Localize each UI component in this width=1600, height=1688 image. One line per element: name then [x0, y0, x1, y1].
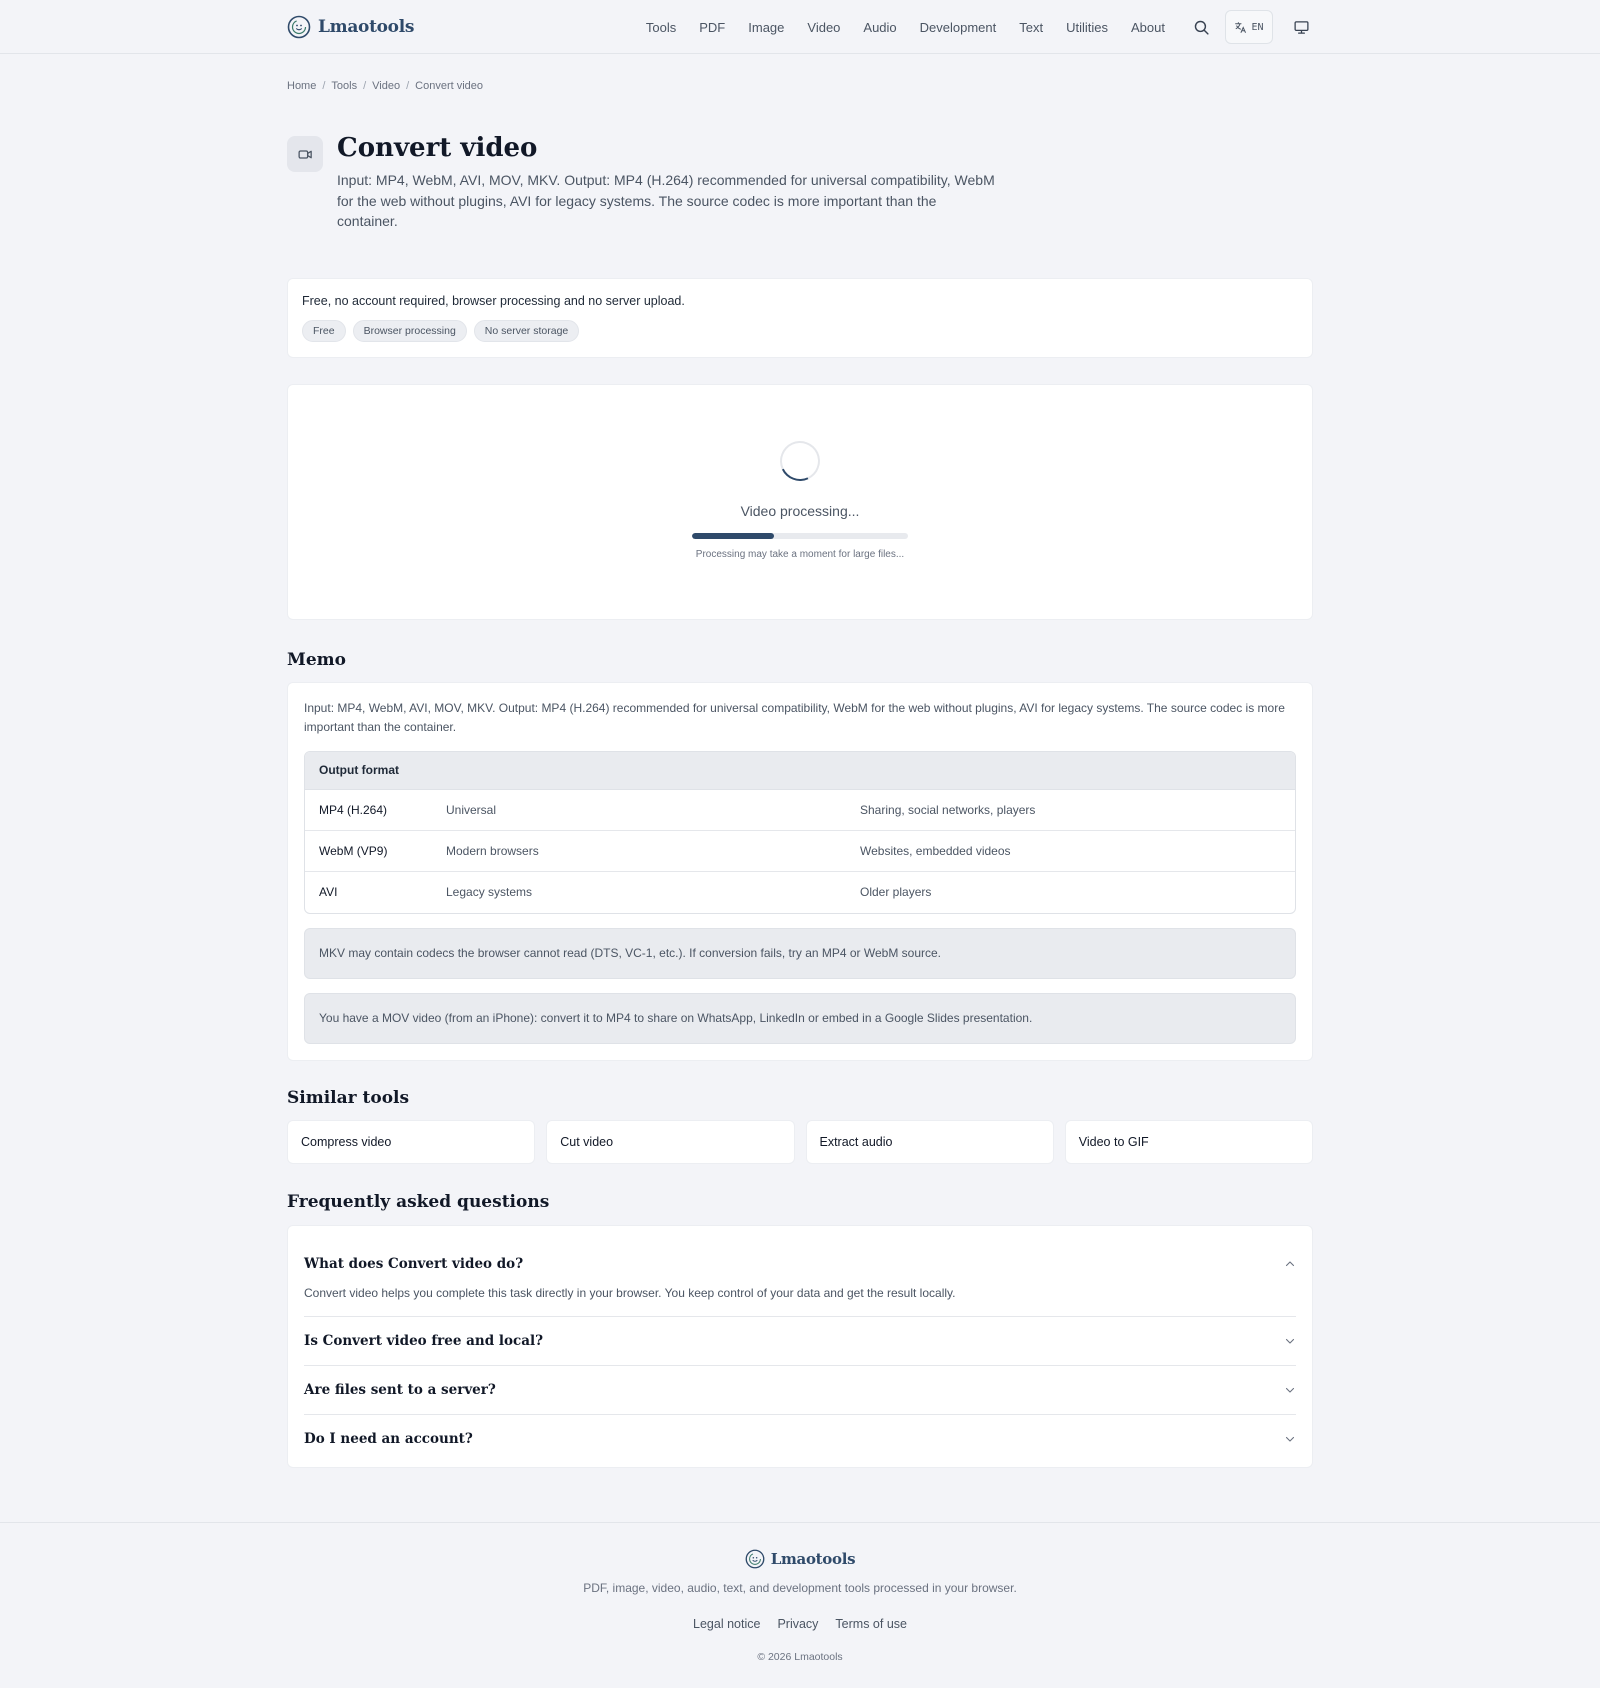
progress-bar [692, 533, 908, 539]
footer-tagline: PDF, image, video, audio, text, and development tools processed in your browser. [583, 1581, 1017, 1595]
similar-tool-cut-video[interactable]: Cut video [546, 1120, 794, 1164]
site-header [0, 0, 1600, 54]
similar-tool-extract-audio[interactable]: Extract audio [806, 1120, 1054, 1164]
faq-item [304, 1415, 1296, 1463]
memo-title: Memo [287, 649, 346, 670]
table-cell-support: Universal [446, 802, 497, 817]
page-header [287, 132, 1313, 232]
nav-item-image[interactable]: Image [748, 19, 785, 35]
page-description: Input: MP4, WebM, AVI, MOV, MKV. Output: MP4 (H.264) recommended for universal compatibility, WebM for the web without plugins, AVI for legacy systems. The source codec is more important than the container. [337, 172, 995, 229]
language-label: EN [1251, 21, 1264, 33]
faq-question-toggle[interactable] [304, 1415, 1296, 1463]
breadcrumb-video[interactable]: Video [372, 80, 401, 92]
smiley-logo-icon [287, 15, 311, 39]
faq-question-toggle[interactable] [304, 1317, 1296, 1365]
chevron-down-icon [1284, 1384, 1296, 1396]
language-button[interactable] [1225, 10, 1273, 44]
table-header: Output format [305, 752, 1295, 790]
similar-tool-video-to-gif[interactable]: Video to GIF [1065, 1120, 1313, 1164]
site-footer [0, 1522, 1600, 1688]
info-text: Free, no account required, browser processing and no server upload. [302, 293, 685, 308]
footer-copyright: © 2026 Lmaotools [757, 1651, 843, 1663]
chevron-up-icon [1284, 1258, 1296, 1270]
footer-brand[interactable] [745, 1549, 856, 1569]
table-cell-use: Sharing, social networks, players [860, 802, 1036, 817]
breadcrumb [287, 80, 1313, 94]
breadcrumb-separator: / [406, 80, 410, 92]
table-cell-support: Legacy systems [446, 885, 533, 899]
faq-answer: Convert video helps you complete this task directly in your browser. You keep control of your data and get the result locally. [304, 1285, 956, 1300]
memo-note-mkv: MKV may contain codecs the browser cannot read (DTS, VC-1, etc.). If conversion fails, try an MP4 or WebM source. [304, 928, 1296, 979]
breadcrumb-tools[interactable]: Tools [331, 80, 358, 92]
badge-free: Free [302, 320, 346, 342]
output-format-table [304, 751, 1296, 914]
faq-question-toggle[interactable] [304, 1366, 1296, 1414]
translate-icon [1234, 21, 1247, 34]
table-row [305, 790, 1295, 831]
faq-item [304, 1366, 1296, 1415]
faq-question: Is Convert video free and local? [304, 1332, 544, 1349]
memo-note-mov: You have a MOV video (from an iPhone): convert it to MP4 to share on WhatsApp, LinkedIn or embed in a Google Slides presentation. [304, 993, 1296, 1044]
nav-item-text[interactable]: Text [1019, 19, 1044, 35]
footer-links [693, 1617, 907, 1631]
search-icon [1193, 19, 1210, 36]
faq-item [304, 1242, 1296, 1317]
footer-brand-name: Lmaotools [770, 1550, 856, 1568]
main-nav [646, 10, 1313, 44]
faq-title: Frequently asked questions [287, 1191, 550, 1212]
table-cell-use: Websites, embedded videos [860, 843, 1011, 858]
table-cell-support: Modern browsers [446, 843, 539, 858]
table-cell-format: WebM (VP9) [319, 843, 388, 858]
page-title: Convert video [337, 133, 538, 163]
table-row [305, 831, 1295, 872]
breadcrumb-separator: / [322, 80, 326, 92]
nav-item-pdf[interactable]: PDF [699, 19, 726, 35]
nav-item-tools[interactable]: Tools [645, 19, 677, 35]
table-row [305, 872, 1295, 913]
nav-item-utilities[interactable]: Utilities [1066, 19, 1109, 35]
footer-link-legal-notice[interactable]: Legal notice [693, 1617, 761, 1631]
breadcrumb-separator: / [363, 80, 367, 92]
table-cell-format: MP4 (H.264) [319, 802, 388, 817]
brand-link[interactable] [287, 15, 414, 39]
brand-name: Lmaotools [318, 17, 415, 37]
processing-label: Video processing... [740, 502, 860, 519]
similar-tools-list [287, 1120, 1313, 1164]
nav-item-development[interactable]: Development [919, 19, 997, 35]
footer-link-terms[interactable]: Terms of use [835, 1617, 907, 1631]
nav-item-audio[interactable]: Audio [863, 19, 897, 35]
faq-question: Do I need an account? [304, 1430, 473, 1447]
processing-note: Processing may take a moment for large files... [695, 548, 905, 560]
similar-tools-title: Similar tools [287, 1087, 410, 1108]
monitor-icon [1293, 19, 1310, 36]
processing-card [287, 384, 1313, 620]
video-camera-icon [287, 136, 323, 172]
nav-item-video[interactable]: Video [807, 19, 841, 35]
table-cell-use: Older players [860, 885, 932, 899]
faq-item [304, 1317, 1296, 1366]
similar-tool-compress-video[interactable]: Compress video [287, 1120, 535, 1164]
faq-card [287, 1225, 1313, 1468]
smiley-logo-icon [745, 1549, 765, 1569]
faq-question: What does Convert video do? [304, 1255, 524, 1272]
footer-link-privacy[interactable]: Privacy [777, 1617, 819, 1631]
chevron-down-icon [1284, 1433, 1296, 1445]
search-button[interactable] [1189, 15, 1213, 39]
loading-spinner-icon [774, 435, 825, 486]
nav-item-about[interactable]: About [1131, 19, 1165, 35]
badge-browser-processing: Browser processing [353, 320, 467, 342]
info-card [287, 278, 1313, 358]
breadcrumb-current: Convert video [415, 80, 484, 92]
badge-list [302, 320, 1298, 342]
faq-question: Are files sent to a server? [304, 1381, 496, 1398]
faq-question-toggle[interactable] [304, 1242, 1296, 1286]
memo-card [287, 682, 1313, 1061]
table-cell-format: AVI [319, 885, 338, 899]
breadcrumb-home[interactable]: Home [287, 80, 317, 92]
badge-no-server-storage: No server storage [474, 320, 579, 342]
chevron-down-icon [1284, 1335, 1296, 1347]
memo-text: Input: MP4, WebM, AVI, MOV, MKV. Output: MP4 (H.264) recommended for universal compatibility, WebM for the web without plugins, AVI for legacy systems. The source codec is more important than the container. [304, 700, 1285, 734]
display-mode-button[interactable] [1289, 15, 1313, 39]
progress-bar-fill [692, 533, 774, 539]
